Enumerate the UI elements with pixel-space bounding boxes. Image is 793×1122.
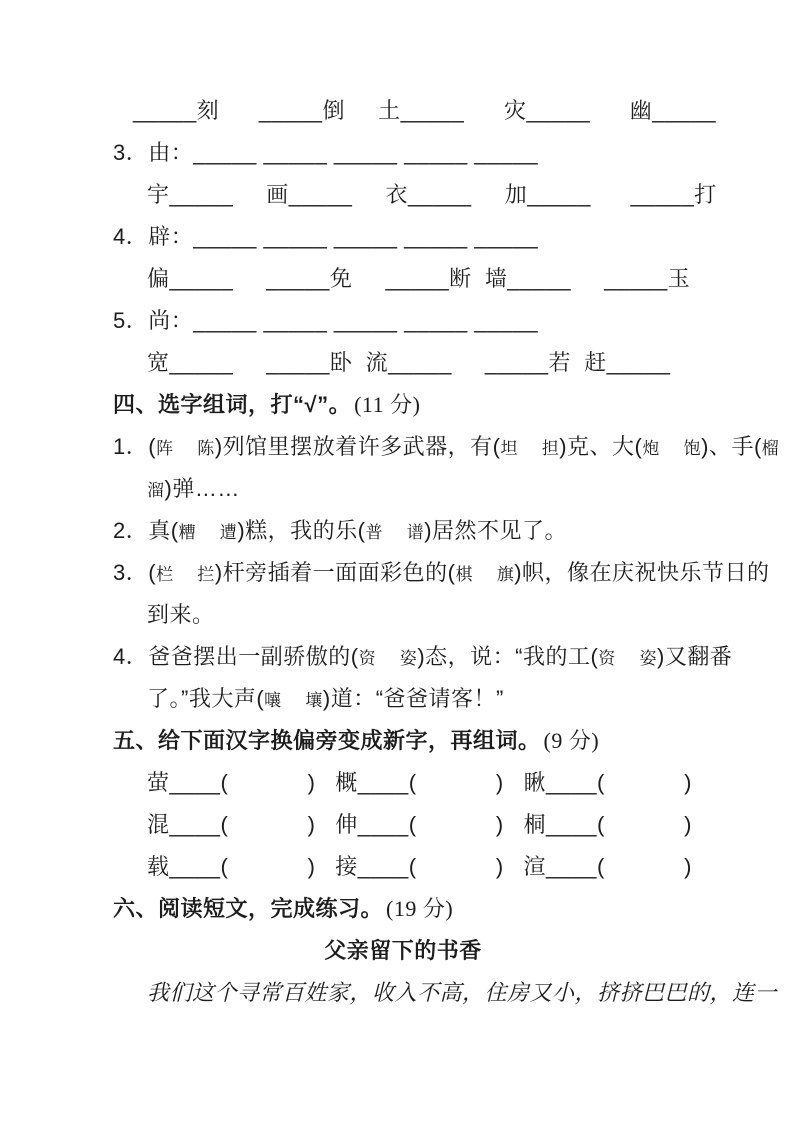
section-6-points: (19 分)	[386, 896, 454, 921]
radical-item-4-head: 4．辟：_____ _____ _____ _____ _____	[113, 224, 539, 249]
section4-question-1-line-2: 溜)弹……	[147, 476, 240, 501]
radical-item-5-words: 宽_____ _____卧 流_____ _____若 赶_____	[147, 350, 671, 375]
section-4-title: 四、选字组词，打“√”。	[113, 392, 352, 417]
section-4-points: (11 分)	[354, 392, 421, 417]
section5-row-2: 混____( ) 伸____( ) 桐____( )	[147, 812, 692, 837]
word-blanks-continuation-row: _____刻 _____倒 土_____ 灾_____ 幽_____	[133, 98, 716, 123]
section-6-header	[113, 888, 693, 930]
section-4-header	[113, 384, 693, 426]
section4-question-4-line-1: 4．爸爸摆出一副骄傲的(资 姿)态，说：“我的工(资 姿)又翻番	[113, 644, 733, 669]
section5-row-3: 载____( ) 接____( ) 渲____( )	[147, 854, 692, 879]
radical-item-5-head: 5．尚：_____ _____ _____ _____ _____	[113, 308, 539, 333]
section4-question-3-line-1: 3．(栏 拦)杆旁插着一面面彩色的(棋 旗)帜，像在庆祝快乐节日的	[113, 560, 770, 585]
section4-question-3-line-2: 到来。	[147, 602, 215, 627]
radical-item-3-words: 宇_____ 画_____ 衣_____ 加_____ _____打	[147, 182, 717, 207]
section4-question-4-line-2: 了。”我大声(嚷 壤)道：“爸爸请客！”	[147, 686, 504, 711]
section-5-title: 五、给下面汉字换偏旁变成新字，再组词。	[113, 728, 541, 753]
section-6-title: 六、阅读短文，完成练习。	[113, 896, 384, 921]
radical-item-3-head: 3．由：_____ _____ _____ _____ _____	[113, 140, 539, 165]
section-5-header	[113, 720, 693, 762]
section-5-points: (9 分)	[543, 728, 600, 753]
section5-row-1: 萤____( ) 概____( ) 瞅____( )	[147, 770, 692, 795]
passage-paragraph: 我们这个寻常百姓家，收入不高，住房又小，挤挤巴巴的，连一	[147, 980, 778, 1005]
section4-question-1-line-1: 1．(阵 陈)列馆里摆放着许多武器，有(坦 担)克、大(炮 饱)、手(榴	[113, 434, 780, 459]
section4-question-2-line-1: 2．真(糟 遭)糕，我的乐(普 谱)居然不见了。	[113, 518, 568, 543]
radical-item-4-words: 偏_____ _____免 _____断 墙_____ _____玉	[147, 266, 691, 291]
passage-title: 父亲留下的书香	[324, 938, 482, 963]
